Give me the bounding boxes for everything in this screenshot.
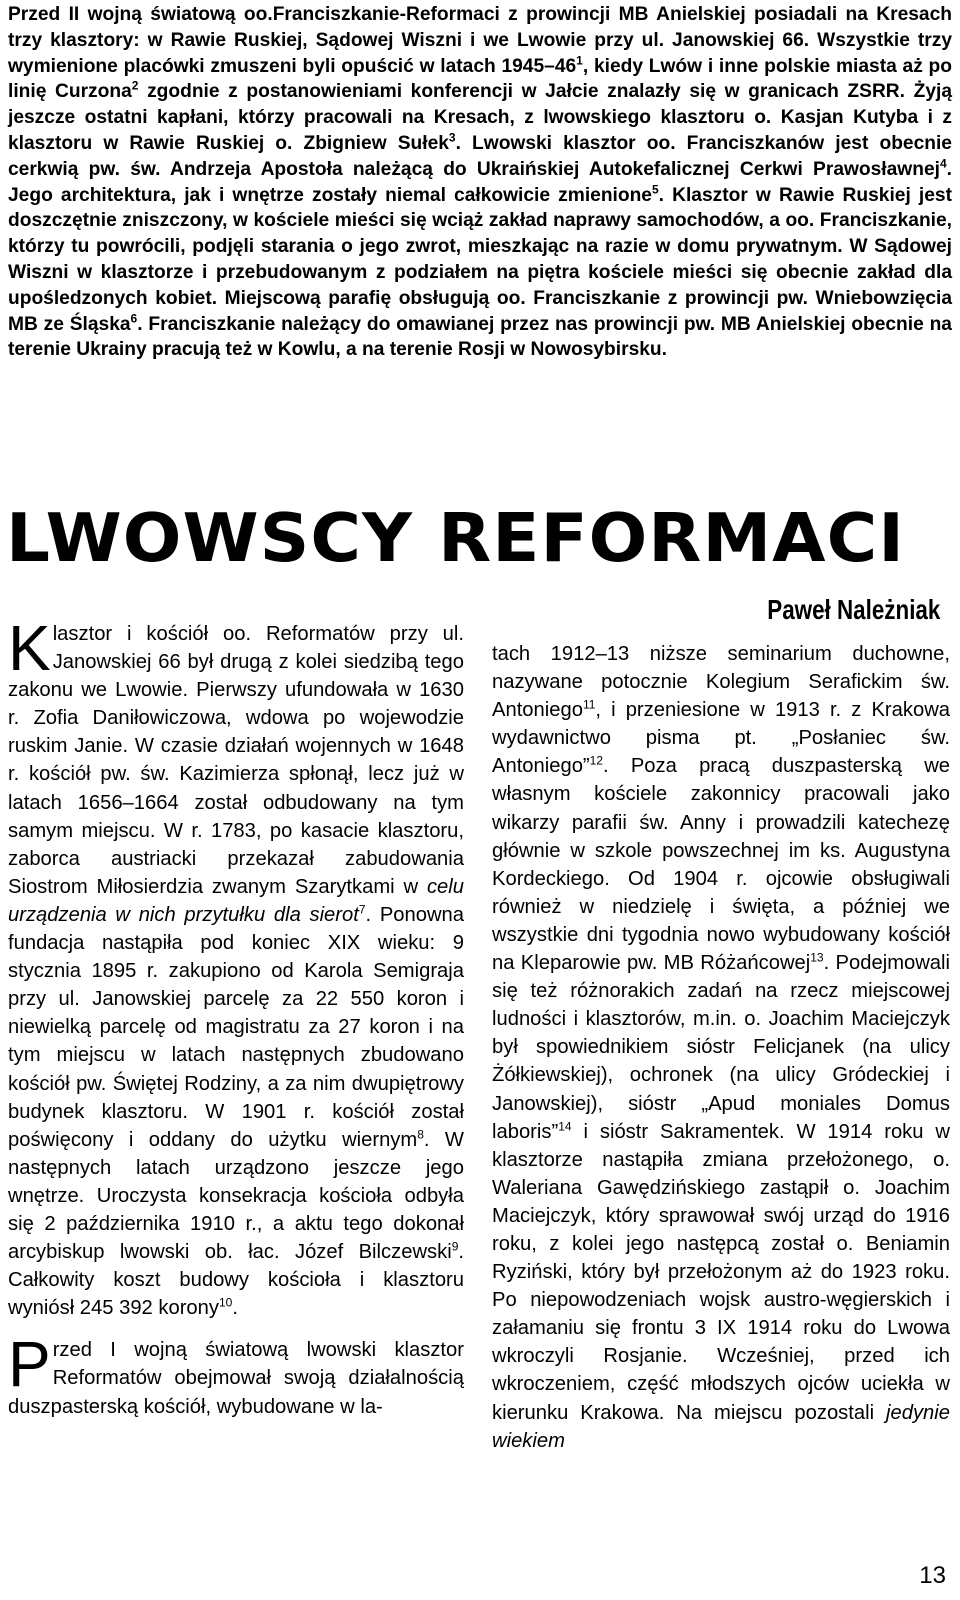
body-paragraph (492, 640, 950, 1455)
footnote-ref: 12 (589, 753, 604, 768)
footnote-ref: 2 (131, 79, 139, 93)
right-column (492, 640, 950, 1455)
footnote-ref: 7 (358, 902, 366, 917)
body-paragraph (8, 612, 464, 1322)
body-text: . Podejmowali się też różnorakich zadań na rzecz miejscowej ludności i klasztorów, m.in. o. Joachim Maciejczyk był spowiednikiem sióstr Felicjanek (na ulicy Żółkiewskiej), ochronek (na ulicy Gródeckiej i Janowskiej), sióstr „Apud moniales Domus laboris” (492, 952, 951, 1143)
body-text: . Poza pracą duszpasterską we własnym kościele zakonnicy pracowali jako wikarzy parafii św. Anny i prowadzili katechezę głównie w szkole powszechnej im ks. Augustyna Kordeckiego. Od 1904 r. ojcowie obsługiwali również w niedzielę i święta, a później we wszystkie dni tygodnia nowo wybudowany kościół na Kleparowie pw. MB Różańcowej (492, 755, 950, 975)
body-paragraph (8, 1328, 464, 1420)
footnote-ref: 14 (558, 1118, 572, 1133)
italic-text: celu urządzenia w nich przytułku dla sierot (8, 875, 464, 926)
body-text: tach 1912–13 niższe seminarium duchowne, nazywane potocznie Kolegium Serafickim św. Antoniego (492, 643, 950, 722)
footnote-ref: 8 (417, 1126, 424, 1141)
footnote-ref: 1 (576, 53, 583, 68)
footnote-ref: 3 (448, 130, 456, 145)
article-title: LWOWSCY REFORMACI (6, 499, 906, 577)
intro-text: . Lwowski klasztor oo. Franciszkanów jest obecnie cerkwią pw. św. Andrzeja Apostoła należącą do Ukraińskiej Autokefalicznej Cerkwi Prawosławnej (8, 132, 952, 180)
body-text: . (232, 1297, 238, 1320)
footnote-ref: 4 (939, 156, 947, 171)
body-text: . Ponowna fundacja nastąpiła pod koniec XIX wieku: 9 stycznia 1895 r. zakupiono od Karola Semigraja przy ul. Janowskiej parcelę za 22 550 koron i niewielką parcelę od magistratu za 27 koron i na tym miejscu w latach następnych zbudowano kościół pw. Świętej Rodziny, a za nim dwupiętrowy budynek klasztoru. W 1901 r. kościół został poświęcony i oddany do użytku wiernym (8, 903, 464, 1151)
page-number: 13 (919, 1562, 946, 1589)
footnote-ref: 10 (218, 1295, 233, 1310)
footnote-ref: 11 (582, 697, 596, 712)
intro-text: . Jego architektura, jak i wnętrze zostały niemal całkowicie zmienione (8, 158, 952, 206)
intro-text: zgodnie z postanowieniami konferencji w Jałcie znalazły się w granicach ZSRR. Żyją jeszcze ostatni kapłani, którzy pracowali na Kresach, z lwowskiego klasztoru o. Kasjan Kutyba i z klasztoru w Rawie Ruskiej o. Zbigniew Sułek (8, 81, 953, 154)
body-text: , i przeniesione w 1913 r. z Krakowa wydawnictwo pisma pt. „Posłaniec św. Antoniego” (492, 699, 950, 778)
intro-paragraph (8, 2, 952, 363)
body-text: rzed I wojną światową lwowski klasztor Reformatów obejmował swoją działalnością duszpasterską kościół, wybudowane w la- (8, 1339, 464, 1418)
footnote-ref: 6 (130, 311, 138, 326)
intro-text: . Franciszkanie należący do omawianej przez nas prowincji pw. MB Anielskiej obecnie na terenie Ukrainy pracują też w Kowlu, a na terenie Rosji w Nowosybirsku. (8, 313, 952, 361)
body-text: . W następnych latach urządzono jeszcze jego wnętrze. Uroczysta konsekracja kościoła odbyła się 2 października 1910 r., a aktu tego dokonał arcybiskup lwowski ob. łac. Józef Bilczewski (8, 1128, 464, 1264)
body-text: lasztor i kościół oo. Reformatów przy ul. Janowskiej 66 był drugą z kolei siedzibą tego zakonu we Lwowie. Pierwszy ufundowała w 1630 r. Zofia Daniłowiczowa, wdowa po wojewodzie ruskim Janie. W czasie działań wojennych w 1648 r. kościół pw. św. Kazimierza spłonął, lecz już w latach 1656–1664 został odbudowany na tym samym miejscu. W r. 1783, po kasacie klasztoru, zaborca austriacki przekazał zabudowania Siostrom Miłosierdzia zwanym Szarytkami w (8, 623, 464, 898)
body-text: i sióstr Sakramentek. W 1914 roku w klasztorze nastąpiła zmiana przełożonego, o. Waleriana Gawędzińskiego zastąpił o. Joachim Maciejczyk, który sprawował swój urząd do 1916 roku, z kolei jego następcą został o. Beniamin Ryziński, który był przełożonym aż do 1923 roku. Po niepowodzeniach wojsk austro-węgierskich i załamaniu się frontu 3 IX 1914 roku do Lwowa wkroczyli Rosjanie. Wcześniej, przed ich wkroczeniem, część młodszych ojców uciekła w kierunku Krakowa. Na miejscu pozostali (492, 1120, 950, 1424)
left-column (8, 612, 464, 1421)
italic-text: jedynie wiekiem (492, 1401, 950, 1452)
intro-text: . Klasztor w Rawie Ruskiej jest doszczętnie zniszczony, w kościele mieści się wciąż zakład naprawy samochodów, a oo. Franciszkanie, którzy tu powrócili, podjęli starania o jego zwrot, mieszkając na razie w domu prywatnym. W Sądowej Wiszni w klasztorze i przebudowanym z podziałem na piętra kościele mieści się obecnie zakład dla upośledzonych kobiet. Miejscową parafię obsługują oo. Franciszkanie z prowincji pw. Wniebowzięcia MB ze Śląska (8, 184, 952, 335)
drop-cap: P (8, 1328, 51, 1401)
drop-cap: K (8, 612, 51, 684)
body-text: . Całkowity koszt budowy kościoła i klasztoru wyniósł 245 392 korony (8, 1241, 464, 1320)
intro-text: Przed II wojną światową oo.Franciszkanie-Reformaci z prowincji MB Anielskiej posiadali na Kresach trzy klasztory: w Rawie Ruskiej, Sądowej Wiszni i we Lwowie przy ul. Janowskiej 66. Wszystkie trzy wymienione placówki zmuszeni byli opuścić w latach 1945–46 (8, 4, 952, 77)
footnote-ref: 13 (810, 950, 824, 965)
footnote-ref: 9 (451, 1239, 459, 1254)
article-author: Paweł Należniak (766, 594, 940, 625)
intro-text: , kiedy Lwów i inne polskie miasta aż po linię Curzona (8, 55, 952, 103)
footnote-ref: 5 (651, 182, 659, 197)
